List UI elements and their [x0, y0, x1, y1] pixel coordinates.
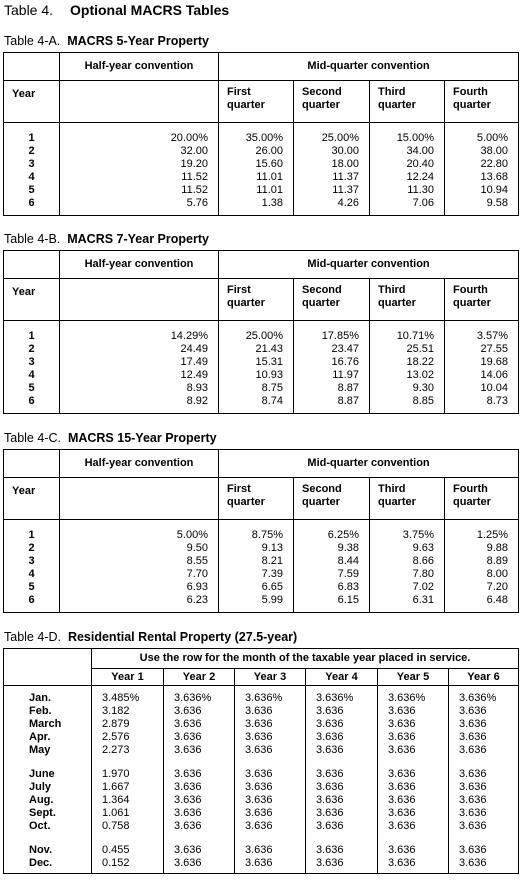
rate-cell: 3.636 [378, 794, 449, 807]
rate-cell: 14.29% [60, 321, 219, 344]
macrs-table-7-year [3, 250, 519, 414]
table-row [4, 594, 519, 613]
rate-cell: 3.75% [370, 520, 445, 543]
rate-cell: 3.636 [235, 857, 306, 874]
rate-cell: 0.455 [92, 833, 164, 857]
rate-cell: 3.636 [378, 744, 449, 757]
month-cell: Aug. [4, 794, 92, 807]
rate-cell: 38.00 [480, 145, 509, 157]
table-row [4, 686, 519, 706]
table-caption-residential-rental [4, 630, 297, 644]
quarter-header-line: Third [378, 86, 406, 98]
rate-cell: 5.00% [476, 132, 509, 144]
rate-cell: 3.636 [235, 794, 306, 807]
year-cell: 4 [4, 171, 60, 184]
rate-cell: 26.00 [219, 145, 294, 158]
quarter-header-line: Second [302, 86, 342, 98]
rate-cell: 25.51 [370, 343, 445, 356]
table-row [4, 744, 519, 757]
rate-cell: 3.636 [378, 781, 449, 794]
table-id: Table 4-B. [4, 232, 61, 246]
quarter-header [445, 81, 519, 123]
quarter-header [294, 478, 370, 520]
mid-quarter-convention-header: Mid-quarter convention [219, 251, 519, 279]
rate-cell: 3.636 [306, 744, 378, 757]
rate-cell: 3.636 [459, 844, 487, 856]
rate-cell: 13.68 [480, 171, 509, 183]
half-year-convention-header: Half-year convention [60, 53, 219, 81]
rate-cell: 3.636% [459, 692, 497, 704]
rate-cell: 3.636 [164, 820, 235, 833]
rate-cell: 3.636 [164, 744, 235, 757]
rate-cell: 19.20 [60, 158, 219, 171]
year-cell: 1 [4, 123, 60, 146]
rate-cell: 3.636 [306, 820, 378, 833]
table-row [4, 369, 519, 382]
rate-cell: 8.74 [219, 395, 294, 414]
month-cell: June [4, 757, 92, 781]
rate-cell: 14.06 [480, 369, 509, 381]
table-row [4, 520, 519, 543]
rate-cell: 9.58 [486, 197, 509, 209]
rate-cell: 8.75% [219, 520, 294, 543]
rate-cell: 3.636 [378, 857, 449, 874]
rate-cell: 6.48 [486, 594, 509, 606]
rate-cell: 10.93 [219, 369, 294, 382]
table-row [4, 184, 519, 197]
rate-cell: 8.21 [219, 555, 294, 568]
quarter-header-line: quarter [378, 99, 416, 111]
month-cell: Feb. [4, 705, 92, 718]
rate-cell: 16.76 [294, 356, 370, 369]
quarter-header [294, 81, 370, 123]
year-cell: 5 [4, 581, 60, 594]
quarter-header-line: Fourth [453, 284, 488, 296]
quarter-header-line: Third [378, 483, 406, 495]
rate-cell: 10.94 [480, 184, 509, 196]
year-column-header: Year 6 [449, 669, 519, 686]
table-row [4, 581, 519, 594]
rate-cell: 3.636 [459, 768, 487, 780]
rate-cell: 3.636 [459, 731, 487, 743]
rate-cell: 3.636 [378, 757, 449, 781]
table-row [4, 857, 519, 874]
rate-cell: 1.25% [476, 529, 509, 541]
rate-cell: 32.00 [60, 145, 219, 158]
quarter-header-line: quarter [302, 496, 340, 508]
rate-cell: 30.00 [294, 145, 370, 158]
quarter-header-line: First [227, 86, 251, 98]
rate-cell: 7.20 [486, 581, 509, 593]
rate-cell: 7.02 [370, 581, 445, 594]
residential-rental-table [3, 648, 519, 874]
rate-cell: 3.636 [378, 705, 449, 718]
rate-cell: 7.39 [219, 568, 294, 581]
rate-cell: 3.636 [164, 731, 235, 744]
macrs-table-15-year [3, 449, 519, 613]
rate-cell: 9.30 [370, 382, 445, 395]
month-cell: May [4, 744, 92, 757]
rate-cell: 5.76 [60, 197, 219, 216]
year-cell: 4 [4, 568, 60, 581]
rate-cell: 3.636 [306, 794, 378, 807]
quarter-header-line: Second [302, 483, 342, 495]
month-cell: Sept. [4, 807, 92, 820]
month-cell: Oct. [4, 820, 92, 833]
table-row [4, 705, 519, 718]
table-row [4, 197, 519, 216]
year-column-header: Year 4 [306, 669, 378, 686]
half-year-convention-header: Half-year convention [60, 251, 219, 279]
year-cell: 5 [4, 184, 60, 197]
quarter-header [370, 279, 445, 321]
table-title: Residential Rental Property (27.5-year) [67, 630, 298, 644]
rate-cell: 8.92 [60, 395, 219, 414]
quarter-header [370, 81, 445, 123]
rate-cell: 9.13 [219, 542, 294, 555]
quarter-header-line: quarter [453, 99, 491, 111]
rate-cell: 3.636 [306, 705, 378, 718]
rate-cell: 5.99 [219, 594, 294, 613]
quarter-header-line: First [227, 284, 251, 296]
rate-cell: 6.23 [60, 594, 219, 613]
rate-cell: 2.879 [92, 718, 164, 731]
rate-cell: 9.88 [486, 542, 509, 554]
rate-cell: 3.636 [378, 807, 449, 820]
month-cell: March [4, 718, 92, 731]
rate-cell: 3.636 [459, 807, 487, 819]
rate-cell: 6.65 [219, 581, 294, 594]
table-row [4, 158, 519, 171]
rate-cell: 8.87 [294, 382, 370, 395]
rate-cell: 3.636 [235, 744, 306, 757]
rate-cell: 6.25% [294, 520, 370, 543]
half-year-convention-header: Half-year convention [60, 450, 219, 478]
year-column-header: Year 5 [378, 669, 449, 686]
rate-cell: 11.52 [60, 184, 219, 197]
rate-cell: 3.636% [235, 686, 306, 706]
quarter-header [219, 81, 294, 123]
quarter-header-line: quarter [227, 496, 265, 508]
table-row [4, 382, 519, 395]
rate-cell: 9.38 [294, 542, 370, 555]
year-column-header: Year [4, 81, 60, 123]
rate-cell: 23.47 [294, 343, 370, 356]
rate-cell: 4.26 [294, 197, 370, 216]
rate-cell: 3.636 [164, 781, 235, 794]
rate-cell: 3.636 [378, 731, 449, 744]
year-column-header: Year [4, 279, 60, 321]
document-number: Table 4. [4, 2, 54, 18]
table-row [4, 395, 519, 414]
rate-cell: 11.01 [219, 171, 294, 184]
quarter-header [445, 279, 519, 321]
table-row [4, 145, 519, 158]
table-row [4, 757, 519, 781]
table-row [4, 171, 519, 184]
rate-cell: 3.636 [164, 857, 235, 874]
rate-cell: 25.00% [219, 321, 294, 344]
rate-cell: 7.06 [370, 197, 445, 216]
rate-cell: 0.758 [92, 820, 164, 833]
rate-cell: 8.87 [294, 395, 370, 414]
rate-cell: 2.273 [92, 744, 164, 757]
rate-cell: 3.485% [92, 686, 164, 706]
rate-cell: 6.93 [60, 581, 219, 594]
rate-cell: 8.75 [219, 382, 294, 395]
rate-cell: 10.71% [370, 321, 445, 344]
year-cell: 4 [4, 369, 60, 382]
year-cell: 2 [4, 343, 60, 356]
year-cell: 3 [4, 356, 60, 369]
year-cell: 3 [4, 158, 60, 171]
rate-cell: 0.152 [92, 857, 164, 874]
rate-cell: 34.00 [370, 145, 445, 158]
rate-cell: 3.636 [306, 857, 378, 874]
table-row [4, 781, 519, 794]
macrs-table-5-year [3, 52, 519, 216]
rate-cell: 35.00% [219, 123, 294, 146]
rate-cell: 25.00% [294, 123, 370, 146]
year-column-header: Year 3 [235, 669, 306, 686]
table-row [4, 718, 519, 731]
month-cell: Jan. [4, 686, 92, 706]
rate-cell: 3.636 [235, 781, 306, 794]
rate-cell: 6.83 [294, 581, 370, 594]
rate-cell: 3.636 [306, 731, 378, 744]
month-cell: Nov. [4, 833, 92, 857]
rate-cell: 1.970 [92, 757, 164, 781]
rate-cell: 12.49 [60, 369, 219, 382]
quarter-header [219, 279, 294, 321]
rate-cell: 20.40 [370, 158, 445, 171]
rate-cell: 3.636 [235, 820, 306, 833]
rate-cell: 3.636 [306, 781, 378, 794]
rate-cell: 11.37 [294, 171, 370, 184]
rate-cell: 1.667 [92, 781, 164, 794]
rate-cell: 8.85 [370, 395, 445, 414]
table-id: Table 4-A. [4, 34, 61, 48]
table-row [4, 343, 519, 356]
table-caption-5-year [4, 34, 209, 48]
rate-cell: 27.55 [480, 343, 509, 355]
rate-cell: 3.636 [306, 757, 378, 781]
rate-cell: 1.364 [92, 794, 164, 807]
quarter-header-line: quarter [227, 297, 265, 309]
table-row [4, 555, 519, 568]
rate-cell: 3.636 [235, 718, 306, 731]
rate-cell: 3.636% [378, 686, 449, 706]
quarter-header-line: Second [302, 284, 342, 296]
rate-cell: 3.636 [459, 794, 487, 806]
rate-cell: 6.31 [370, 594, 445, 613]
rate-cell: 22.80 [480, 158, 509, 170]
rate-cell: 3.636 [459, 705, 487, 717]
year-cell: 5 [4, 382, 60, 395]
rate-cell: 3.636 [235, 833, 306, 857]
table-id: Table 4-D. [4, 630, 61, 644]
month-cell: Apr. [4, 731, 92, 744]
rate-cell: 19.68 [480, 356, 509, 368]
month-cell: July [4, 781, 92, 794]
rate-cell: 1.38 [219, 197, 294, 216]
rate-cell: 3.636 [164, 807, 235, 820]
rate-cell: 3.636 [235, 731, 306, 744]
year-cell: 2 [4, 542, 60, 555]
rate-cell: 6.15 [294, 594, 370, 613]
rate-cell: 8.93 [60, 382, 219, 395]
rate-cell: 3.636 [378, 718, 449, 731]
rate-cell: 9.63 [370, 542, 445, 555]
rate-cell: 3.636 [378, 820, 449, 833]
rate-cell: 11.01 [219, 184, 294, 197]
year-cell: 6 [4, 395, 60, 414]
table-row [4, 833, 519, 857]
rate-cell: 8.44 [294, 555, 370, 568]
rate-cell: 11.97 [294, 369, 370, 382]
rate-cell: 3.636 [235, 807, 306, 820]
rate-cell: 3.636 [306, 807, 378, 820]
table-title: MACRS 5-Year Property [67, 34, 209, 48]
rate-cell: 3.636 [306, 718, 378, 731]
rate-cell: 11.30 [370, 184, 445, 197]
year-cell: 6 [4, 197, 60, 216]
year-cell: 2 [4, 145, 60, 158]
mid-quarter-convention-header: Mid-quarter convention [219, 450, 519, 478]
table-row [4, 321, 519, 344]
rate-cell: 20.00% [60, 123, 219, 146]
table-caption-7-year [4, 232, 209, 246]
rate-cell: 15.00% [370, 123, 445, 146]
rate-cell: 3.636% [306, 686, 378, 706]
rate-cell: 3.636 [459, 857, 487, 869]
rate-cell: 3.57% [476, 330, 509, 342]
rate-cell: 8.89 [486, 555, 509, 567]
rate-cell: 3.636 [164, 757, 235, 781]
year-column-header: Year 1 [92, 669, 164, 686]
quarter-header-line: First [227, 483, 251, 495]
table-row [4, 542, 519, 555]
rate-cell: 3.636 [459, 744, 487, 756]
rate-cell: 3.636 [459, 781, 487, 793]
rate-cell: 17.85% [294, 321, 370, 344]
rate-cell: 7.80 [370, 568, 445, 581]
table-row [4, 356, 519, 369]
table-row [4, 123, 519, 146]
mid-quarter-convention-header: Mid-quarter convention [219, 53, 519, 81]
rate-cell: 3.636 [306, 833, 378, 857]
rate-cell: 10.04 [480, 382, 509, 394]
rate-cell: 7.70 [60, 568, 219, 581]
rate-cell: 18.22 [370, 356, 445, 369]
rate-cell: 3.636 [164, 794, 235, 807]
rate-cell: 8.00 [486, 568, 509, 580]
year-cell: 1 [4, 520, 60, 543]
table-row [4, 794, 519, 807]
table-title: MACRS 15-Year Property [67, 431, 217, 445]
rate-cell: 12.24 [370, 171, 445, 184]
quarter-header-line: quarter [378, 297, 416, 309]
rate-cell: 11.52 [60, 171, 219, 184]
document-title [4, 2, 229, 18]
rate-cell: 3.636 [235, 705, 306, 718]
quarter-header-line: quarter [453, 496, 491, 508]
rate-cell: 15.60 [219, 158, 294, 171]
rate-cell: 8.66 [370, 555, 445, 568]
rate-cell: 5.00% [60, 520, 219, 543]
quarter-header-line: quarter [302, 99, 340, 111]
month-placed-in-service-header: Use the row for the month of the taxable year placed in service. [92, 649, 519, 669]
table-id: Table 4-C. [4, 431, 61, 445]
year-cell: 1 [4, 321, 60, 344]
rate-cell: 1.061 [92, 807, 164, 820]
rate-cell: 3.182 [92, 705, 164, 718]
quarter-header-line: quarter [378, 496, 416, 508]
year-cell: 3 [4, 555, 60, 568]
rate-cell: 15.31 [219, 356, 294, 369]
table-caption-15-year [4, 431, 217, 445]
rate-cell: 18.00 [294, 158, 370, 171]
rate-cell: 3.636 [459, 820, 487, 832]
quarter-header-line: quarter [302, 297, 340, 309]
quarter-header-line: quarter [453, 297, 491, 309]
table-row [4, 568, 519, 581]
quarter-header [294, 279, 370, 321]
quarter-header-line: Fourth [453, 483, 488, 495]
rate-cell: 24.49 [60, 343, 219, 356]
rate-cell: 8.73 [486, 395, 509, 407]
rate-cell: 11.37 [294, 184, 370, 197]
document-heading: Optional MACRS Tables [70, 2, 230, 18]
rate-cell: 3.636 [235, 757, 306, 781]
table-row [4, 820, 519, 833]
rate-cell: 7.59 [294, 568, 370, 581]
year-cell: 6 [4, 594, 60, 613]
table-row [4, 731, 519, 744]
table-row [4, 807, 519, 820]
quarter-header-line: Third [378, 284, 406, 296]
rate-cell: 3.636 [459, 718, 487, 730]
rate-cell: 17.49 [60, 356, 219, 369]
rate-cell: 3.636% [164, 686, 235, 706]
year-column-header: Year 2 [164, 669, 235, 686]
rate-cell: 2.576 [92, 731, 164, 744]
quarter-header [445, 478, 519, 520]
year-column-header: Year [4, 478, 60, 520]
rate-cell: 3.636 [378, 833, 449, 857]
month-cell: Dec. [4, 857, 92, 874]
quarter-header-line: quarter [227, 99, 265, 111]
table-title: MACRS 7-Year Property [67, 232, 209, 246]
quarter-header-line: Fourth [453, 86, 488, 98]
rate-cell: 13.02 [370, 369, 445, 382]
rate-cell: 3.636 [164, 718, 235, 731]
rate-cell: 8.55 [60, 555, 219, 568]
quarter-header [219, 478, 294, 520]
rate-cell: 3.636 [164, 833, 235, 857]
rate-cell: 3.636 [164, 705, 235, 718]
rate-cell: 21.43 [219, 343, 294, 356]
rate-cell: 9.50 [60, 542, 219, 555]
quarter-header [370, 478, 445, 520]
